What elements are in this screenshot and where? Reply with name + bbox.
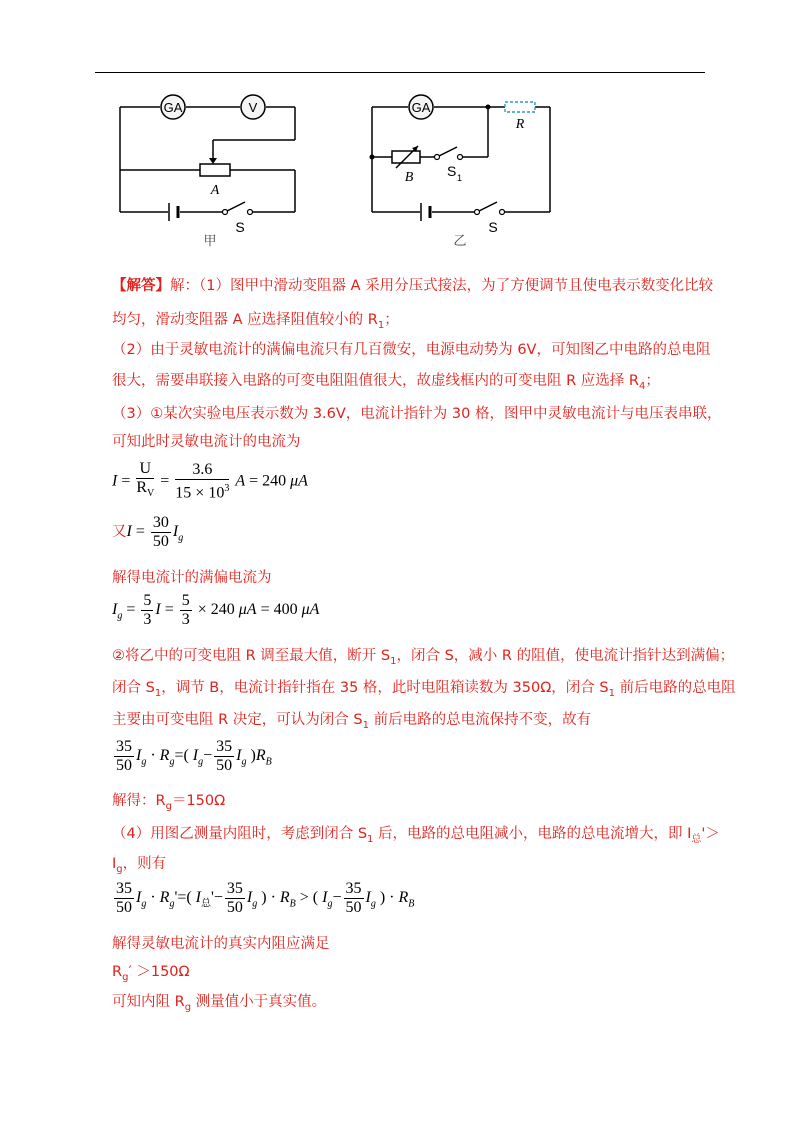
ga-label-right: GA: [411, 100, 431, 115]
para-6c: 主要由可变电阻 R 决定，可认为闭合 $S_1$ 前后电路的总电流保持不变，故有: [112, 712, 592, 731]
para-11: 可知内阻 $R_g$ 测量值小于真实值。: [112, 994, 327, 1013]
para-10: $R_g' >150\Omega$: [112, 964, 190, 983]
slider-arrow-icon: [209, 158, 217, 164]
equation-3: $I_g$ = $\frac{5}{3}$ I = $\frac{5}{3}$ × 240 μA = 400 μA: [112, 592, 320, 628]
para-8a: （4）用图乙测量内阻时，考虑到闭合 $S_1$ 后，电路的总电阻减小，电路的总电流增大，即 $I_总'>$: [112, 826, 720, 845]
circuit-diagrams: [0, 0, 800, 260]
para-5: 解得电流计的满偏电流为: [112, 570, 272, 586]
a-label: A: [210, 183, 220, 198]
s-label-right: S: [488, 219, 498, 235]
s1-sub: 1: [457, 173, 463, 183]
para-9: 解得灵敏电流计的真实内阻应满足: [112, 936, 330, 952]
para-3b: 可知此时灵敏电流计的电流为: [112, 434, 301, 450]
s1-label: S: [447, 163, 457, 179]
para-7: 解得：$R_g=150\Omega$: [112, 793, 226, 812]
ga-label-left: GA: [163, 100, 183, 115]
caption-left: 甲: [203, 234, 217, 249]
equation-1: I = $\frac{U}{R_V}$ = $\frac{3.6}{15 \times 10^3}$ A = 240 μA: [112, 460, 308, 502]
para-2b: 很大，需要串联接入电路的可变电阻阻值很大，故虚线框内的可变电阻 R 应选择 $R_4$；: [112, 373, 660, 392]
circuit-left: [120, 107, 295, 212]
equation-4: $\frac{35}{50}$ $I_g \cdot R_g=$( $I_g-$ $\frac{35}{50}$ $I_g$ )$R_B$: [116, 738, 272, 774]
para-2a: （2）由于灵敏电流计的满偏电流只有几百微安，电源电动势为 6V，可知图乙中电路的总电阻: [112, 342, 711, 358]
v-label: V: [248, 100, 258, 115]
para-1b: 均匀，滑动变阻器 A 应选择阻值较小的 $R_1$；: [112, 312, 399, 331]
para-6a: ②将乙中的可变电阻 R 调至最大值，断开 $S_1$，闭合 S，减小 R 的阻值，使电流计指针达到满偏；: [112, 648, 735, 667]
r-label: R: [515, 117, 525, 132]
para-6b: 闭合 $S_1$，调节 B，电流计指针指在 35 格，此时电阻箱读数为 350Ω，闭合 $S_1$ 前后电路的总电阻: [112, 680, 736, 699]
para-8b: $I_g$，则有: [112, 856, 167, 875]
para-3a: （3）①某次实验电压表示数为 3.6V，电流计指针为 30 格，图甲中灵敏电流计与电压表串联，: [112, 406, 722, 422]
para-1a: 【解答】解：（1）图甲中滑动变阻器 A 采用分压式接法，为了方便调节且使电表示数变化比较: [112, 278, 714, 294]
b-label: B: [404, 170, 414, 185]
s-label-left: S: [235, 219, 245, 235]
dashed-box-r: [505, 102, 535, 112]
equation-5: $\frac{35}{50}$ $I_g \cdot R_g'=$( $I_总'-$ $\frac{35}{50}$ $I_g$ ) · $R_B$ > ( $I_g-$ $\frac{35}{50}$ $I_g$ ) · $R_B$: [116, 880, 415, 916]
caption-right: 乙: [453, 234, 467, 249]
equation-2: 又I = $\frac{30}{50}$ $I_g$: [112, 514, 184, 550]
